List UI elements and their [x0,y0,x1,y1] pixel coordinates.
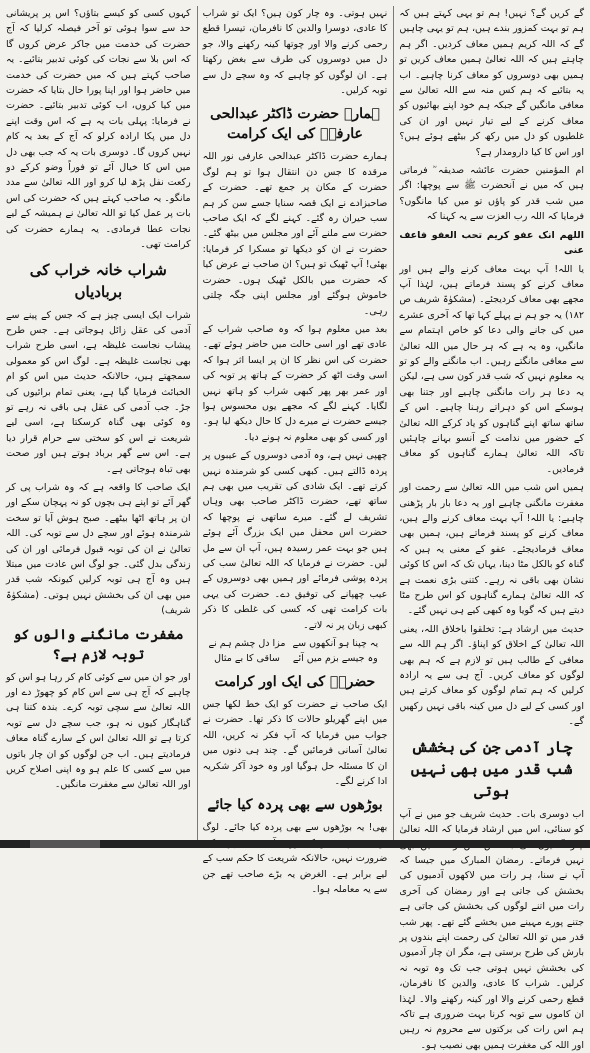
section-heading: چار آدمی جن کی بخشش شب قدر میں بھی نہیں ہوتی [410,737,573,800]
poetry-couplet [203,636,388,666]
footer-tab [30,840,100,848]
text-column-1 [393,6,584,1051]
body-paragraph: گے کریں گے؟ نہیں! ہم تو یہی کہتے ہیں کہ ہم تو بہت کمزور بندے ہیں، ہم تو یہی چاہیں گے کہ اللہ کریم ہمیں معاف کردیں۔ اگر ہم چاہتے ہیں کہ اللہ تعالیٰ ہمیں معاف کریں تو ہمیں بھی دوسروں کو معاف کرنا چاہیے۔ اب یہ بتائیے کہ ہم کس منہ سے اللہ تعالیٰ سے معافی مانگیں گے جبکہ ہم خود اپنے بھائیوں کو معاف کرنے کے لیے تیار نہیں اور ان کی غلطیوں کو دل میں رکھ کر بیٹھے ہوئے ہیں؟ اور اس کا کیا دارومدار ہے؟ [399,8,584,158]
body-paragraph: اللھم انک عفو کریم تحب العفو فاعف عنی [399,229,584,257]
body-paragraph: کہوں کسی کو کیسے بتاؤں؟ اس پر پریشانی حد سے سوا ہوئی تو آخر فیصلہ کرلیا کہ آج حضرت کی خدمت میں جاکر عرض کروں گا کہ اس بلا سے نجات کی کوئی تدبیر بتائیے۔ یہ صاحب کہتے ہیں کہ میں حضرت کی خدمت میں حاضر ہوا اور اپنا پورا حال بتایا کہ حضرت میں کیا کروں، اب کوئی تدبیر بتائیے۔ حضرت نے فرمایا: پہلی بات یہ ہے کہ اس وقت اپنے دل میں پکا ارادہ کرلو کہ آج کے بعد یہ کام نہیں کروں گا۔ دوسری بات یہ کہ جب بھی دل میں اس کا خیال آئے تو فوراً وضو کرکے دو رکعت نفل پڑھ لیا کرو اور اللہ تعالیٰ سے مدد مانگو۔ یہ صاحب کہتے ہیں کہ حضرت کی اس بات پر عمل کیا تو اللہ تعالیٰ نے ہمیشہ کے لیے نجات عطا فرمادی۔ یہ ہمارے حضرت کی کرامت تھی۔ [5,8,191,251]
body-paragraph: ہمیں اس شب میں اللہ تعالیٰ سے رحمت اور مغفرت مانگنی چاہیے اور یہ دعا بار بار پڑھنی چاہیے: یا اللہ! آپ بہت معاف کرنے والے ہیں، معاف کرنے کو پسند فرماتے ہیں، ہمیں بھی معاف فرمادیجئے۔ عفو کے معنی یہ ہیں کہ گناہ کو بالکل مٹا دینا، یہاں تک کہ اس کا کوئی نشان بھی باقی نہ رہے۔ کتنی بڑی نعمت ہے کہ اللہ تعالیٰ ہمارے گناہوں کو اس طرح مٹا دیتے ہیں کہ گویا وہ کبھی کیے ہی نہیں گئے۔ [399,482,584,617]
body-paragraph: اب دوسری بات۔ حدیث شریف جو میں نے آپ کو سنائی، اس میں ارشاد فرمایا کہ اللہ تعالیٰ نہیں فرماتے۔ رمضان المبارک میں جیسا کہ آپ نے سنا، ہر رات میں لاکھوں آدمیوں کی بخشش کی جاتی ہے اور رمضان کی آخری رات میں اتنے لوگوں کی بخشش کی جاتی ہے جتنے پورے مہینے میں بخشے گئے تھے۔ پھر شب قدر میں تو اللہ تعالیٰ کی رحمت اپنے بندوں پر بارش کی طرح برستی ہے، مگر ان چار آدمیوں کی بخشش نہیں ہوتی جب تک وہ توبہ نہ کرلیں۔ شراب کا عادی، والدین کا نافرمان، قطع رحمی کرنے والا اور کینہ رکھنے والا۔ لہٰذا ان کاموں سے توبہ کرنا بہت ضروری ہے تاکہ ہم اس رات کی برکتوں سے محروم نہ رہیں اور اللہ کی مغفرت ہمیں بھی نصیب ہو۔ [399,808,584,1051]
body-paragraph: نہیں ہوتی۔ وہ چار کون ہیں؟ ایک تو شراب کا عادی، دوسرا والدین کا نافرمان، تیسرا قطع رحمی کرنے والا اور چوتھا کینہ رکھنے والا، جو دل میں دوسروں کی طرف سے بغض رکھتا ہے۔ ان لوگوں کو چاہیے کہ وہ سچے دل سے توبہ کرلیں۔ [202,8,388,97]
text-column-3 [6,6,191,842]
couplet-hemistich: مزا دل چشم ہم نے ساقی کا بے مثال [208,638,286,665]
body-paragraph: حدیث میں ارشاد ہے: تخلقوا باخلاق اللہ، یعنی اللہ تعالیٰ کے اخلاق کو اپناؤ۔ اگر ہم اللہ سے معافی کے طالب ہیں تو لازم ہے کہ ہم بھی لوگوں کو معاف کریں۔ آج ہی سے یہ ارادہ کرلیں کہ ہم تمام لوگوں کو معاف کرتے ہیں اور کسی کے لیے دل میں کینہ باقی نہیں رکھیں گے۔ [399,623,584,728]
body-paragraph: ایک صاحب کا واقعہ ہے کہ وہ شراب پی کر گھر آئے تو اپنے ہی بچوں کو نہ پہچان سکے اور ان پر ہاتھ اٹھا بیٹھے۔ صبح ہوش آیا تو سخت شرمندہ ہوئے اور سچے دل سے توبہ کی۔ اللہ تعالیٰ نے ان کی توبہ قبول فرمائی اور ان کی زندگی بدل گئی۔ جو لوگ اس عادت میں مبتلا ہیں وہ آج ہی توبہ کرلیں کیونکہ شب قدر میں بھی ان کی بخشش نہیں ہوتی۔ (مشکوٰۃ شریف) [5,481,191,617]
couplet-line [203,636,388,666]
body-paragraph: بھی! یہ بوڑھوں سے بھی پردہ کیا جائے۔ لوگ ضرورت نہیں، حالانکہ شریعت کا حکم سب کے لیے برابر ہے۔ الغرض یہ بڑے صاحب تھے جن سے یہ معاملہ ہوا۔ [202,822,388,896]
body-paragraph: شراب ایک ایسی چیز ہے کہ جس کے پینے سے آدمی کی عقل زائل ہوجاتی ہے۔ جس طرح پیشاب نجاست غلیظہ ہے، اسی طرح شراب بھی نجاست غلیظہ ہے۔ لوگ اس کو معمولی سمجھتے ہیں، حالانکہ حدیث میں اس کو ام الخبائث فرمایا گیا ہے، یعنی تمام برائیوں کی جڑ۔ جب آدمی کی عقل ہی باقی نہ رہے تو وہ کوئی بھی گناہ کرسکتا ہے، اسی لیے شریعت نے اس کو سختی سے حرام قرار دیا ہے۔ اس سے گھر برباد ہوتے ہیں اور صحت بھی تباہ ہوجاتی ہے۔ [5,309,191,475]
body-paragraph: یا اللہ! آپ بہت معاف کرنے والے ہیں اور معاف کرنے کو پسند فرماتے ہیں، لہٰذا آپ مجھے بھی معاف کردیجئے۔ (مشکوٰۃ شریف ص ۱۸۲) یہ جو ہم نے پہلے کہا تھا کہ آخری عشرے میں کی جانے والی دعا کو خاص اہتمام سے مانگیں، وہ یہ ہے کہ ہر حال میں اللہ تعالیٰ سے معافی مانگتے رہیں۔ اب مانگنے والے کو تو یہ معلوم نہیں کہ شب قدر کون سی ہے، لیکن یہ دعا ہر رات مانگنی چاہیے اور جتنا بھی ہوسکے اس کو دہراتے رہنا چاہیے۔ اس کے ساتھ ساتھ اپنے گناہوں کو یاد کرکے اللہ تعالیٰ کے حضور میں ندامت کے آنسو بہانے چاہئیں تاکہ اللہ تعالیٰ ہمارے گناہوں کو معاف فرمادیں۔ [399,263,584,475]
body-paragraph: ہمارے حضرت ڈاکٹر عبدالحی عارفی نور اللہ مرقدہ کا جس دن انتقال ہوا تو ہم لوگ حضرت کے مکان پر جمع تھے۔ حضرت کے صاحبزادے نے ایک قصہ سنایا جسے سن کر ہم سب حیران رہ گئے۔ کہنے لگے کہ ایک صاحب حضرت سے ملنے آئے اور مجلس میں بیٹھ گئے۔ حضرت نے ان کو دیکھا تو مسکرا کر فرمایا: بھئی! آپ ٹھیک تو ہیں؟ ان صاحب نے عرض کیا کہ حضرت میں بالکل ٹھیک ہوں۔ حضرت خاموش ہوگئے اور مجلس اپنی جگہ چلتی رہی۔ [202,151,388,317]
body-paragraph: اور جو ان میں سے کوئی کام کر رہا ہو اس کو چاہیے کہ آج ہی سے اس کام کو چھوڑ دے اور اللہ تعالیٰ سے سچی توبہ کرے۔ بندہ کتنا ہی گناہگار کیوں نہ ہو، جب سچے دل سے توبہ کرتا ہے تو اللہ تعالیٰ اس کے سارے گناہ معاف فرمادیتے ہیں۔ اب جن لوگوں کو ان چار باتوں میں سے کسی کا علم ہو وہ اپنی اصلاح کریں اور اللہ تعالیٰ سے مغفرت مانگیں۔ [5,671,191,791]
section-heading: شراب خانہ خراب کی بربادیاں [29,260,167,301]
body-paragraph: چھپی نہیں ہے، وہ آدمی دوسروں کے عیبوں پر پردہ ڈالتے ہیں۔ کبھی کسی کو شرمندہ نہیں کرتے تھے۔ ایک شادی کی تقریب میں بھی ہم ساتھ تھے، حضرت ڈاکٹر صاحب بھی وہاں تشریف لے گئے۔ میرے ساتھی نے پوچھا کہ حضرت اس محفل میں ایک بزرگ آئے ہوئے ہیں جو بہت عمر رسیدہ ہیں، آپ ان سے مل لیں۔ حضرت نے فرمایا کہ اللہ تعالیٰ سب کی پردہ پوشی فرمائے اور ہمیں بھی دوسروں کے عیب چھپانے کی توفیق دے۔ حضرت کی یہی بات کرامت تھی کہ کسی کی غلطی کا ذکر کبھی زبان پر نہ لاتے۔ [202,450,388,631]
section-heading: حضرتؒ کی ایک اور کرامت [214,674,376,691]
body-paragraph: ایک صاحب نے حضرت کو ایک خط لکھا جس میں اپنے گھریلو حالات کا ذکر تھا۔ حضرت نے جواب میں فرمایا کہ آپ فکر نہ کریں، اللہ تعالیٰ آسانی فرمائیں گے۔ چند ہی دنوں میں ان کا مسئلہ حل ہوگیا اور وہ خود آکر شکریہ ادا کرنے لگے۔ [202,699,388,788]
page-footer-strip [0,840,590,848]
body-paragraph: بعد میں معلوم ہوا کہ وہ صاحب شراب کے عادی تھے اور اسی حالت میں حاضر ہوئے تھے۔ حضرت کی اس نظر کا ان پر ایسا اثر ہوا کہ اسی وقت اٹھ کر حضرت کے ہاتھ پر توبہ کی اور عمر بھر پھر کبھی شراب کو ہاتھ نہیں لگایا۔ کہنے لگے کہ مجھے یوں محسوس ہوا جیسے حضرت نے میرے دل کا حال دیکھ لیا ہو۔ اور کسی کو بھی معلوم نہ ہونے دیا۔ [202,323,388,443]
article-columns [5,6,584,1051]
couplet-hemistich: یہ چپنا ہو آنکھوں سے وہ جیسے بزم میں آئے [292,638,379,665]
section-heading: ہمارے حضرت ڈاکٹر عبدالحی عارفیؒ کی ایک کرامت [210,106,380,143]
section-heading: بوڑھوں سے بھی پردہ کیا جائے [207,797,383,814]
body-paragraph: ام المؤمنین حضرت عائشہ صدیقہ ؓ فرماتی ہیں کہ میں نے آنحضرت ﷺ سے پوچھا: اگر میں شب قدر کو پاؤں تو میں کیا مانگوں؟ فرمایا کہ اللہ رب العزت سے یہ کہنا کہ [399,165,584,223]
section-heading: مغفرت مانگنے والوں کو توبہ لازم ہے؟ [13,626,184,663]
text-column-2 [197,6,388,896]
